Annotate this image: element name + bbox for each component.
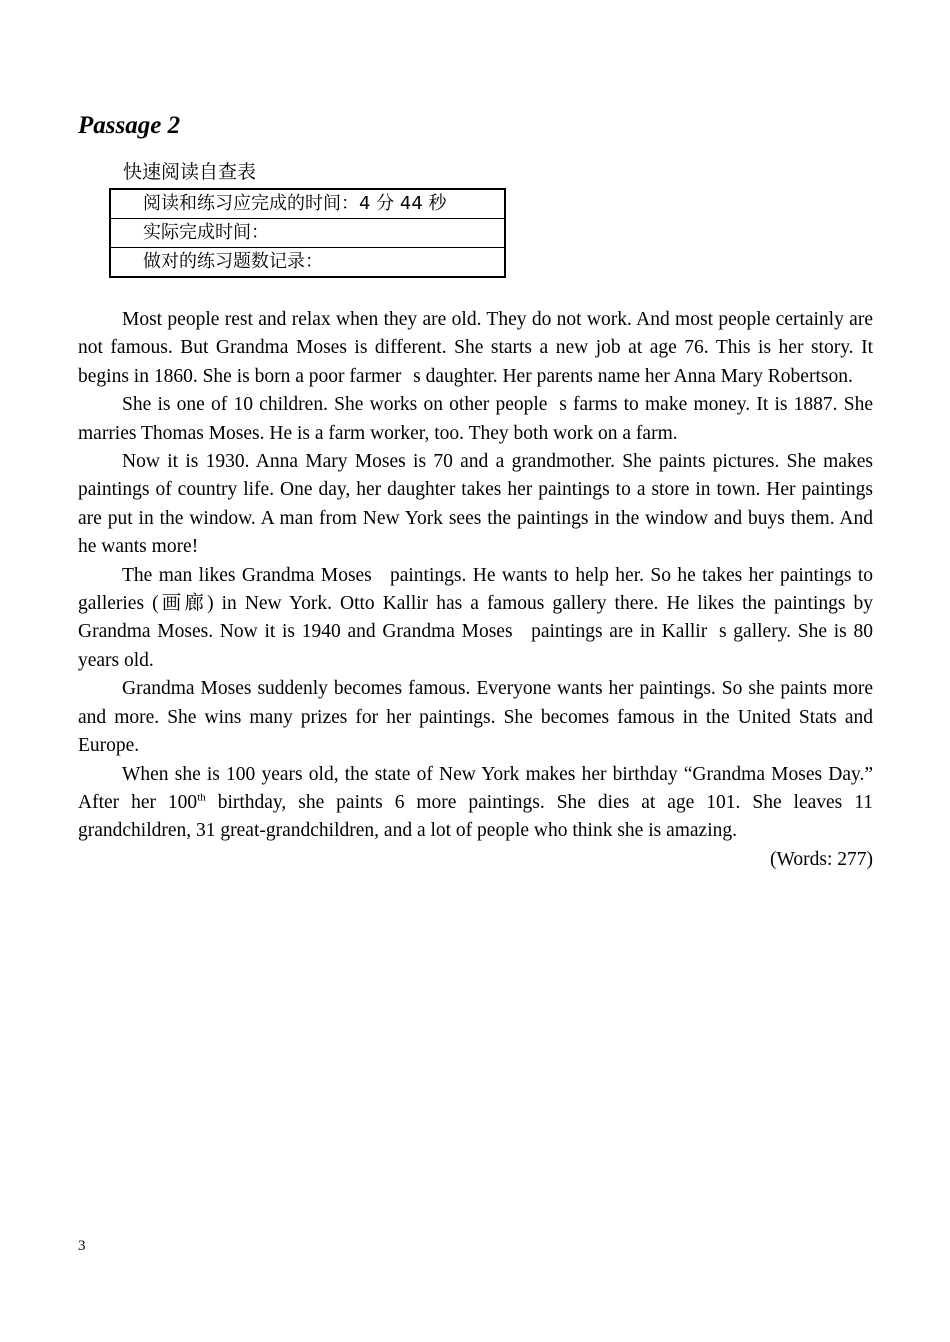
paragraph: The man likes Grandma Moses paintings. He wants to help her. So he takes her paintings to galleries (画廊) in New York. Otto Kallir has a famous gallery there. He likes the paintings by Grandma Moses. Now it is 1940 and Grandma Moses paintings are in Kallirs gallery. She is 80 years old. bbox=[78, 564, 873, 671]
table-row bbox=[110, 189, 505, 219]
ordinal-superscript: th bbox=[197, 791, 206, 804]
word-count: (Words: 277) bbox=[770, 848, 873, 870]
passage-body bbox=[78, 306, 873, 874]
paragraph: She is one of 10 children. She works on other peoples farms to make money. It is 1887. She marries Thomas Moses. He is a farm worker, too. They both work on a farm. bbox=[78, 394, 873, 444]
paragraph: Most people rest and relax when they are old. They do not work. And most people certainly are not famous. But Grandma Moses is different. She starts a new job at age 76. This is her story. It begins in 1860. She is born a poor farmers daughter. Her parents name her Anna Mary Robertson. bbox=[78, 309, 873, 387]
table-row bbox=[110, 219, 505, 248]
paragraph: Grandma Moses suddenly becomes famous. Everyone wants her paintings. So she paints more and more. She wins many prizes for her paintings. She becomes famous in the United Stats and Europe. bbox=[78, 678, 873, 757]
passage-title: Passage 2 bbox=[78, 112, 181, 139]
table-cell-correct-count: 做对的练习题数记录： bbox=[110, 248, 505, 278]
page-number: 3 bbox=[78, 1238, 86, 1254]
paragraph: Now it is 1930. Anna Mary Moses is 70 and a grandmother. She paints pictures. She makes paintings of country life. One day, her daughter takes her paintings to a store in town. Her paintings are put in the window. A man from New York sees the paintings in the window and buys them. And he wants more! bbox=[78, 451, 873, 558]
self-check-table bbox=[109, 188, 506, 278]
table-cell-target-time: 阅读和练习应完成的时间：4 分 44 秒 bbox=[110, 189, 505, 219]
table-cell-actual-time: 实际完成时间： bbox=[110, 219, 505, 248]
paragraph-text-part: When she is 100 years old, the state of New York makes her birthday “Grandma Moses Day.” After her 100 bbox=[78, 763, 873, 813]
paragraph-last bbox=[78, 761, 873, 846]
paragraph-text-part: birthday, she paints 6 more paintings. She dies at age 101. She leaves 11 grandchildren, 31 great-grandchildren, and a lot of people who think she is amazing. bbox=[78, 791, 873, 842]
table-row bbox=[110, 248, 505, 278]
checklist-caption: 快速阅读自查表 bbox=[123, 161, 257, 183]
